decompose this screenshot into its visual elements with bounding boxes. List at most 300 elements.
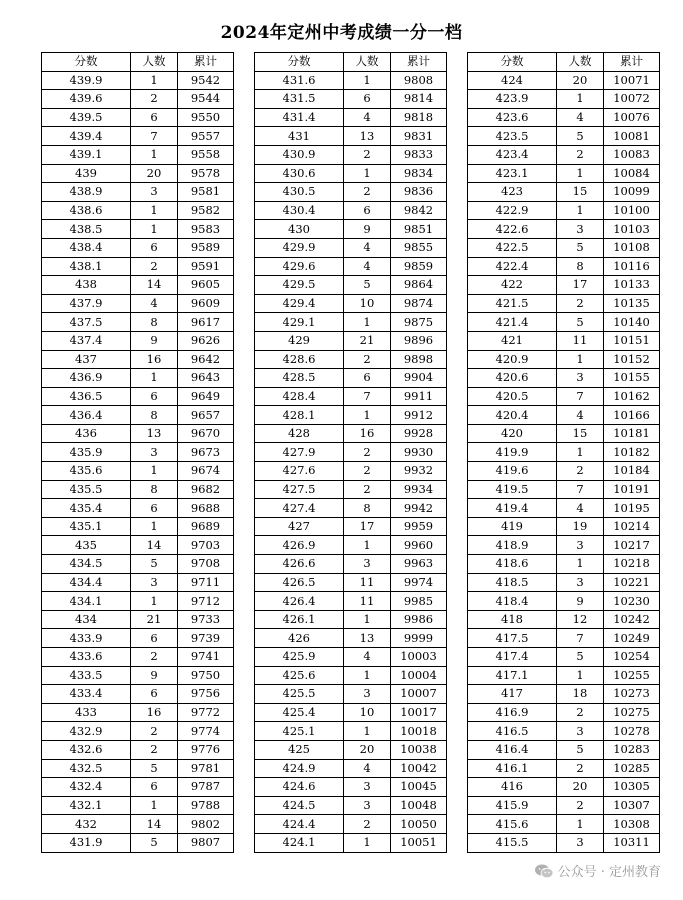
count-cell: 6 (131, 108, 178, 127)
count-cell: 14 (131, 815, 178, 834)
cumulative-cell: 10084 (604, 164, 660, 183)
cumulative-cell: 9657 (178, 406, 234, 425)
table-row (255, 201, 447, 220)
score-cell: 428 (255, 424, 344, 443)
count-cell: 4 (344, 257, 391, 276)
count-cell: 8 (131, 480, 178, 499)
count-cell: 20 (557, 71, 604, 90)
score-cell: 423.1 (468, 164, 557, 183)
cumulative-cell: 9928 (391, 424, 447, 443)
cumulative-cell: 10071 (604, 71, 660, 90)
count-cell: 1 (344, 833, 391, 852)
score-cell: 430.5 (255, 183, 344, 202)
table-header-row (255, 53, 447, 72)
score-cell: 420.4 (468, 406, 557, 425)
table-row (255, 722, 447, 741)
score-cell: 416.9 (468, 703, 557, 722)
count-cell: 6 (131, 778, 178, 797)
cumulative-cell: 10004 (391, 666, 447, 685)
score-cell: 420.5 (468, 387, 557, 406)
score-cell: 428.4 (255, 387, 344, 406)
score-cell: 426.6 (255, 555, 344, 574)
table-row (468, 685, 660, 704)
table-row (255, 592, 447, 611)
score-cell: 435.9 (42, 443, 131, 462)
cumulative-cell: 10048 (391, 796, 447, 815)
score-cell: 422.6 (468, 220, 557, 239)
cumulative-cell: 10166 (604, 406, 660, 425)
cumulative-cell: 9591 (178, 257, 234, 276)
table-row (255, 369, 447, 388)
score-cell: 432.1 (42, 796, 131, 815)
cumulative-cell: 9589 (178, 238, 234, 257)
cumulative-cell: 9874 (391, 294, 447, 313)
cumulative-cell: 9673 (178, 443, 234, 462)
score-cell: 423.6 (468, 108, 557, 127)
table-row (468, 406, 660, 425)
score-cell: 430.6 (255, 164, 344, 183)
cumulative-cell: 10116 (604, 257, 660, 276)
table-row (255, 238, 447, 257)
header-score: 分数 (468, 53, 557, 72)
score-cell: 421.5 (468, 294, 557, 313)
table-row (468, 666, 660, 685)
table-row (42, 573, 234, 592)
count-cell: 16 (131, 350, 178, 369)
score-cell: 416.1 (468, 759, 557, 778)
count-cell: 2 (131, 740, 178, 759)
cumulative-cell: 9842 (391, 201, 447, 220)
score-cell: 422.5 (468, 238, 557, 257)
table-row (255, 573, 447, 592)
count-cell: 4 (344, 759, 391, 778)
table-row (255, 443, 447, 462)
score-cell: 426.5 (255, 573, 344, 592)
score-cell: 438.4 (42, 238, 131, 257)
score-table-2 (254, 52, 447, 853)
table-row (255, 257, 447, 276)
table-row (468, 610, 660, 629)
table-row (468, 294, 660, 313)
cumulative-cell: 9986 (391, 610, 447, 629)
cumulative-cell: 9802 (178, 815, 234, 834)
score-cell: 429.6 (255, 257, 344, 276)
count-cell: 1 (557, 90, 604, 109)
cumulative-cell: 9934 (391, 480, 447, 499)
count-cell: 2 (344, 183, 391, 202)
count-cell: 2 (344, 480, 391, 499)
table-row (255, 145, 447, 164)
table-row (468, 573, 660, 592)
score-cell: 425.5 (255, 685, 344, 704)
watermark (534, 861, 661, 880)
score-cell: 436 (42, 424, 131, 443)
count-cell: 5 (557, 313, 604, 332)
count-cell: 1 (131, 201, 178, 220)
table-row (468, 648, 660, 667)
score-cell: 439.1 (42, 145, 131, 164)
count-cell: 20 (557, 778, 604, 797)
table-row (42, 592, 234, 611)
table-row (468, 703, 660, 722)
count-cell: 1 (344, 71, 391, 90)
table-row (468, 555, 660, 574)
score-cell: 428.1 (255, 406, 344, 425)
table-row (255, 462, 447, 481)
count-cell: 8 (131, 406, 178, 425)
score-cell: 425.9 (255, 648, 344, 667)
count-cell: 1 (344, 610, 391, 629)
table-row (255, 536, 447, 555)
cumulative-cell: 10051 (391, 833, 447, 852)
cumulative-cell: 10140 (604, 313, 660, 332)
count-cell: 1 (344, 313, 391, 332)
score-cell: 420.9 (468, 350, 557, 369)
table-row (468, 833, 660, 852)
count-cell: 17 (557, 276, 604, 295)
cumulative-cell: 9834 (391, 164, 447, 183)
count-cell: 13 (344, 127, 391, 146)
table-row (255, 759, 447, 778)
count-cell: 6 (131, 629, 178, 648)
table-row (42, 555, 234, 574)
count-cell: 6 (344, 369, 391, 388)
cumulative-cell: 10162 (604, 387, 660, 406)
table-row (255, 331, 447, 350)
count-cell: 2 (344, 350, 391, 369)
cumulative-cell: 9855 (391, 238, 447, 257)
count-cell: 1 (344, 406, 391, 425)
score-cell: 419.6 (468, 462, 557, 481)
score-table-1 (41, 52, 234, 853)
cumulative-cell: 10182 (604, 443, 660, 462)
table-row (42, 164, 234, 183)
cumulative-cell: 9741 (178, 648, 234, 667)
score-cell: 423.5 (468, 127, 557, 146)
score-cell: 421.4 (468, 313, 557, 332)
cumulative-cell: 10184 (604, 462, 660, 481)
cumulative-cell: 9739 (178, 629, 234, 648)
count-cell: 11 (557, 331, 604, 350)
count-cell: 2 (131, 257, 178, 276)
count-cell: 1 (344, 666, 391, 685)
cumulative-cell: 10042 (391, 759, 447, 778)
count-cell: 1 (131, 220, 178, 239)
table-row (42, 740, 234, 759)
score-cell: 438.5 (42, 220, 131, 239)
score-cell: 435 (42, 536, 131, 555)
cumulative-cell: 10017 (391, 703, 447, 722)
table-row (42, 796, 234, 815)
count-cell: 3 (557, 833, 604, 852)
cumulative-cell: 9912 (391, 406, 447, 425)
score-cell: 419.9 (468, 443, 557, 462)
table-row (468, 499, 660, 518)
table-row (42, 369, 234, 388)
score-cell: 425 (255, 740, 344, 759)
table-row (255, 685, 447, 704)
count-cell: 8 (344, 499, 391, 518)
table-row (255, 740, 447, 759)
count-cell: 5 (557, 740, 604, 759)
header-cumulative: 累计 (604, 53, 660, 72)
table-row (468, 276, 660, 295)
score-cell: 423.9 (468, 90, 557, 109)
table-row (42, 759, 234, 778)
table-row (468, 443, 660, 462)
table-row (255, 71, 447, 90)
table-row (42, 90, 234, 109)
score-cell: 418 (468, 610, 557, 629)
table-row (468, 201, 660, 220)
count-cell: 7 (557, 629, 604, 648)
table-row (255, 480, 447, 499)
table-row (255, 796, 447, 815)
cumulative-cell: 10007 (391, 685, 447, 704)
count-cell: 14 (131, 536, 178, 555)
cumulative-cell: 9851 (391, 220, 447, 239)
table-row (468, 424, 660, 443)
score-cell: 435.1 (42, 517, 131, 536)
table-row (42, 220, 234, 239)
count-cell: 19 (557, 517, 604, 536)
header-cumulative: 累计 (178, 53, 234, 72)
cumulative-cell: 10103 (604, 220, 660, 239)
score-cell: 427.9 (255, 443, 344, 462)
count-cell: 3 (344, 796, 391, 815)
score-cell: 437.4 (42, 331, 131, 350)
count-cell: 5 (131, 833, 178, 852)
score-cell: 427.6 (255, 462, 344, 481)
score-cell: 425.1 (255, 722, 344, 741)
score-cell: 433.4 (42, 685, 131, 704)
table-row (255, 127, 447, 146)
count-cell: 3 (131, 573, 178, 592)
count-cell: 2 (557, 462, 604, 481)
cumulative-cell: 9781 (178, 759, 234, 778)
score-cell: 439.6 (42, 90, 131, 109)
table-row (42, 666, 234, 685)
score-cell: 432.9 (42, 722, 131, 741)
count-cell: 6 (131, 685, 178, 704)
watermark-text: 公众号 · 定州教育 (557, 865, 661, 880)
score-cell: 418.9 (468, 536, 557, 555)
count-cell: 7 (344, 387, 391, 406)
count-cell: 6 (131, 499, 178, 518)
score-cell: 438.9 (42, 183, 131, 202)
table-row (42, 201, 234, 220)
count-cell: 7 (557, 480, 604, 499)
table-row (255, 387, 447, 406)
cumulative-cell: 9831 (391, 127, 447, 146)
cumulative-cell: 9814 (391, 90, 447, 109)
cumulative-cell: 10218 (604, 555, 660, 574)
cumulative-cell: 9649 (178, 387, 234, 406)
table-row (468, 90, 660, 109)
count-cell: 2 (344, 462, 391, 481)
table-row (468, 369, 660, 388)
cumulative-cell: 9963 (391, 555, 447, 574)
cumulative-cell: 10195 (604, 499, 660, 518)
score-cell: 427.4 (255, 499, 344, 518)
table-row (42, 703, 234, 722)
count-cell: 2 (344, 443, 391, 462)
cumulative-cell: 10099 (604, 183, 660, 202)
table-row (255, 220, 447, 239)
cumulative-cell: 10254 (604, 648, 660, 667)
score-cell: 423.4 (468, 145, 557, 164)
score-cell: 438 (42, 276, 131, 295)
cumulative-cell: 9930 (391, 443, 447, 462)
cumulative-cell: 9756 (178, 685, 234, 704)
score-cell: 428.6 (255, 350, 344, 369)
cumulative-cell: 9558 (178, 145, 234, 164)
count-cell: 1 (344, 164, 391, 183)
table-row (42, 350, 234, 369)
cumulative-cell: 10151 (604, 331, 660, 350)
score-cell: 427.5 (255, 480, 344, 499)
score-cell: 439.9 (42, 71, 131, 90)
cumulative-cell: 9670 (178, 424, 234, 443)
cumulative-cell: 9974 (391, 573, 447, 592)
count-cell: 3 (557, 536, 604, 555)
count-cell: 4 (557, 499, 604, 518)
count-cell: 3 (344, 685, 391, 704)
count-cell: 5 (131, 555, 178, 574)
cumulative-cell: 10242 (604, 610, 660, 629)
score-cell: 431.9 (42, 833, 131, 852)
score-cell: 436.5 (42, 387, 131, 406)
score-cell: 424.1 (255, 833, 344, 852)
score-cell: 429.1 (255, 313, 344, 332)
cumulative-cell: 9689 (178, 517, 234, 536)
cumulative-cell: 9864 (391, 276, 447, 295)
score-cell: 417 (468, 685, 557, 704)
score-cell: 433 (42, 703, 131, 722)
score-cell: 426.1 (255, 610, 344, 629)
score-cell: 436.4 (42, 406, 131, 425)
cumulative-cell: 10100 (604, 201, 660, 220)
count-cell: 1 (557, 201, 604, 220)
table-row (468, 629, 660, 648)
score-cell: 417.5 (468, 629, 557, 648)
header-cumulative: 累计 (391, 53, 447, 72)
count-cell: 3 (131, 443, 178, 462)
count-cell: 5 (557, 127, 604, 146)
table-row (468, 71, 660, 90)
count-cell: 2 (557, 703, 604, 722)
score-cell: 439 (42, 164, 131, 183)
cumulative-cell: 10307 (604, 796, 660, 815)
table-row (468, 127, 660, 146)
table-row (468, 220, 660, 239)
table-row (42, 722, 234, 741)
count-cell: 2 (557, 294, 604, 313)
score-cell: 430.4 (255, 201, 344, 220)
cumulative-cell: 10003 (391, 648, 447, 667)
score-cell: 430.9 (255, 145, 344, 164)
table-row (468, 480, 660, 499)
table-row (42, 71, 234, 90)
cumulative-cell: 9959 (391, 517, 447, 536)
table-row (255, 833, 447, 852)
table-row (255, 666, 447, 685)
count-cell: 1 (131, 796, 178, 815)
table-row (42, 183, 234, 202)
table-row (468, 108, 660, 127)
count-cell: 6 (344, 201, 391, 220)
count-cell: 1 (557, 164, 604, 183)
count-cell: 2 (344, 815, 391, 834)
count-cell: 16 (344, 424, 391, 443)
count-cell: 1 (344, 536, 391, 555)
score-cell: 418.5 (468, 573, 557, 592)
cumulative-cell: 9642 (178, 350, 234, 369)
count-cell: 5 (557, 648, 604, 667)
cumulative-cell: 9776 (178, 740, 234, 759)
cumulative-cell: 10191 (604, 480, 660, 499)
count-cell: 9 (344, 220, 391, 239)
count-cell: 8 (131, 313, 178, 332)
cumulative-cell: 9788 (178, 796, 234, 815)
cumulative-cell: 9942 (391, 499, 447, 518)
table-row (468, 517, 660, 536)
score-cell: 437 (42, 350, 131, 369)
count-cell: 4 (344, 238, 391, 257)
score-cell: 420.6 (468, 369, 557, 388)
cumulative-cell: 9774 (178, 722, 234, 741)
cumulative-cell: 10018 (391, 722, 447, 741)
cumulative-cell: 10155 (604, 369, 660, 388)
score-cell: 429.4 (255, 294, 344, 313)
count-cell: 11 (344, 573, 391, 592)
cumulative-cell: 10283 (604, 740, 660, 759)
score-cell: 425.4 (255, 703, 344, 722)
score-cell: 434.4 (42, 573, 131, 592)
count-cell: 3 (557, 220, 604, 239)
count-cell: 6 (131, 238, 178, 257)
score-cell: 431.5 (255, 90, 344, 109)
count-cell: 3 (557, 722, 604, 741)
score-cell: 439.4 (42, 127, 131, 146)
count-cell: 9 (557, 592, 604, 611)
table-row (255, 610, 447, 629)
header-count: 人数 (131, 53, 178, 72)
cumulative-cell: 9703 (178, 536, 234, 555)
score-cell: 419 (468, 517, 557, 536)
count-cell: 18 (557, 685, 604, 704)
count-cell: 1 (131, 145, 178, 164)
count-cell: 1 (557, 443, 604, 462)
cumulative-cell: 9772 (178, 703, 234, 722)
table-row (255, 555, 447, 574)
count-cell: 1 (557, 350, 604, 369)
table-row (468, 164, 660, 183)
count-cell: 1 (131, 517, 178, 536)
score-cell: 419.5 (468, 480, 557, 499)
cumulative-cell: 10249 (604, 629, 660, 648)
cumulative-cell: 10275 (604, 703, 660, 722)
count-cell: 1 (557, 666, 604, 685)
count-cell: 12 (557, 610, 604, 629)
cumulative-cell: 10076 (604, 108, 660, 127)
count-cell: 3 (131, 183, 178, 202)
table-row (42, 145, 234, 164)
score-cell: 426.9 (255, 536, 344, 555)
table-row (255, 108, 447, 127)
table-row (255, 313, 447, 332)
score-cell: 435.5 (42, 480, 131, 499)
